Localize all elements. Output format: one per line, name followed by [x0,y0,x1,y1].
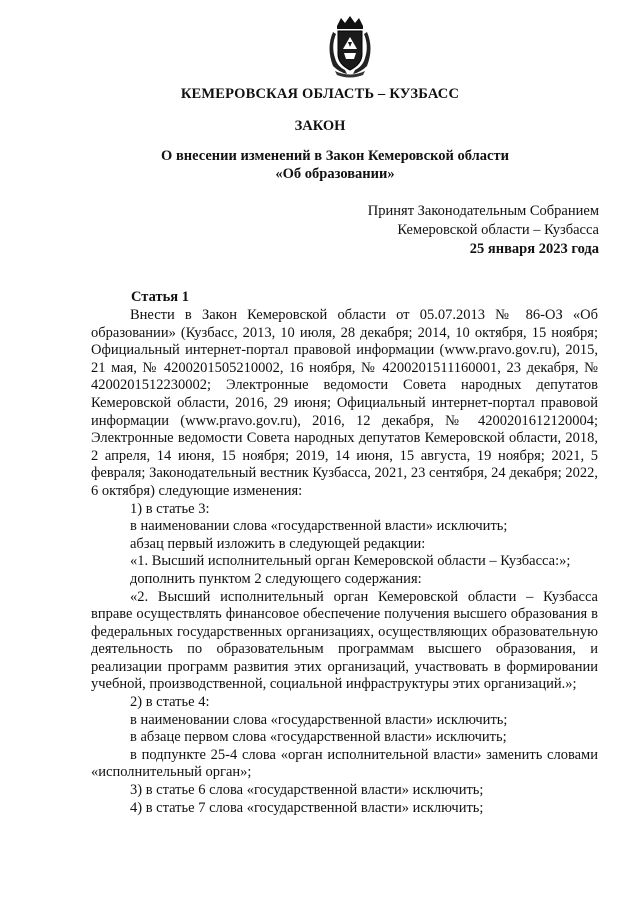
article-paragraph: «1. Высший исполнительный орган Кемеровской области – Кузбасса:»; [130,553,571,570]
article-paragraph: в абзаце первом слова «государственной власти» исключить; [130,729,507,746]
article-heading: Статья 1 [131,289,189,305]
adopted-by-line-1: Принят Законодательным Собранием [367,203,599,219]
article-paragraph: дополнить пунктом 2 следующего содержания: [130,570,422,587]
document-title [0,147,640,183]
article-paragraph: Внести в Закон Кемеровской области от 05.07.2013 № 86-ОЗ «Об образовании» (Кузбасс, 2013, 10 июля, 28 декабря; 2014, 10 октября, 15 ноября; Официальный интернет-портал правовой информации (www.pravo.gov.ru), 2015, 21 мая, № 4200201505210002, 16 ноября, № 4200201511160001, 23 декабря, № 4200201512230002; Электронные ведомости Совета народных депутатов Кемеровской области, 2016, 29 июня; Официальный интернет-портал правовой информации (www.pravo.gov.ru), 2016, 12 декабря, № 4200201612120004; Электронные ведомости Совета народных депутатов Кемеровской области, 2018, 2 апреля, 14 июня, 15 ноября; 2019, 14 июня, 15 августа, 19 ноября; 2021, 5 февраля; Законодательный вестник Кузбасса, 2021, 23 сентября, 24 декабря; 2022, 6 октября) следующие изменения: [91,307,598,499]
coat-of-arms-icon [323,14,377,78]
adoption-block [368,202,599,259]
article-body [91,307,598,817]
article-paragraph: 3) в статье 6 слова «государственной власти» исключить; [130,782,484,799]
article-paragraph: «2. Высший исполнительный орган Кемеровской области – Кузбасса вправе осуществлять финансовое обеспечение получения высшего образования в федеральных государственных организациях, осуществляющих образовательную деятельность по образовательным программам высшего образования, и реализации программ развития этих организаций, участвовать в формировании учебной, производственной, социальной инфраструктуры этих организаций.»; [91,588,598,693]
article-paragraph: в наименовании слова «государственной власти» исключить; [130,711,508,728]
document-type: ЗАКОН [294,118,346,134]
article-paragraph: 1) в статье 3: [130,500,210,517]
article-paragraph: 4) в статье 7 слова «государственной власти» исключить; [130,799,484,816]
document-title-line-1: О внесении изменений в Закон Кемеровской области [161,148,509,164]
adoption-date: 25 января 2023 года [469,241,599,257]
article-paragraph: в подпункте 25-4 слова «орган исполнительной власти» заменить словами «исполнительный орган»; [91,746,598,781]
region-name: КЕМЕРОВСКАЯ ОБЛАСТЬ – КУЗБАСС [180,86,460,102]
article-paragraph: в наименовании слова «государственной власти» исключить; [130,518,508,535]
article-paragraph: абзац первый изложить в следующей редакции: [130,535,426,552]
document-title-line-2: «Об образовании» [275,166,395,182]
article-paragraph: 2) в статье 4: [130,694,210,711]
adopted-by-line-2: Кемеровской области – Кузбасса [397,222,599,238]
